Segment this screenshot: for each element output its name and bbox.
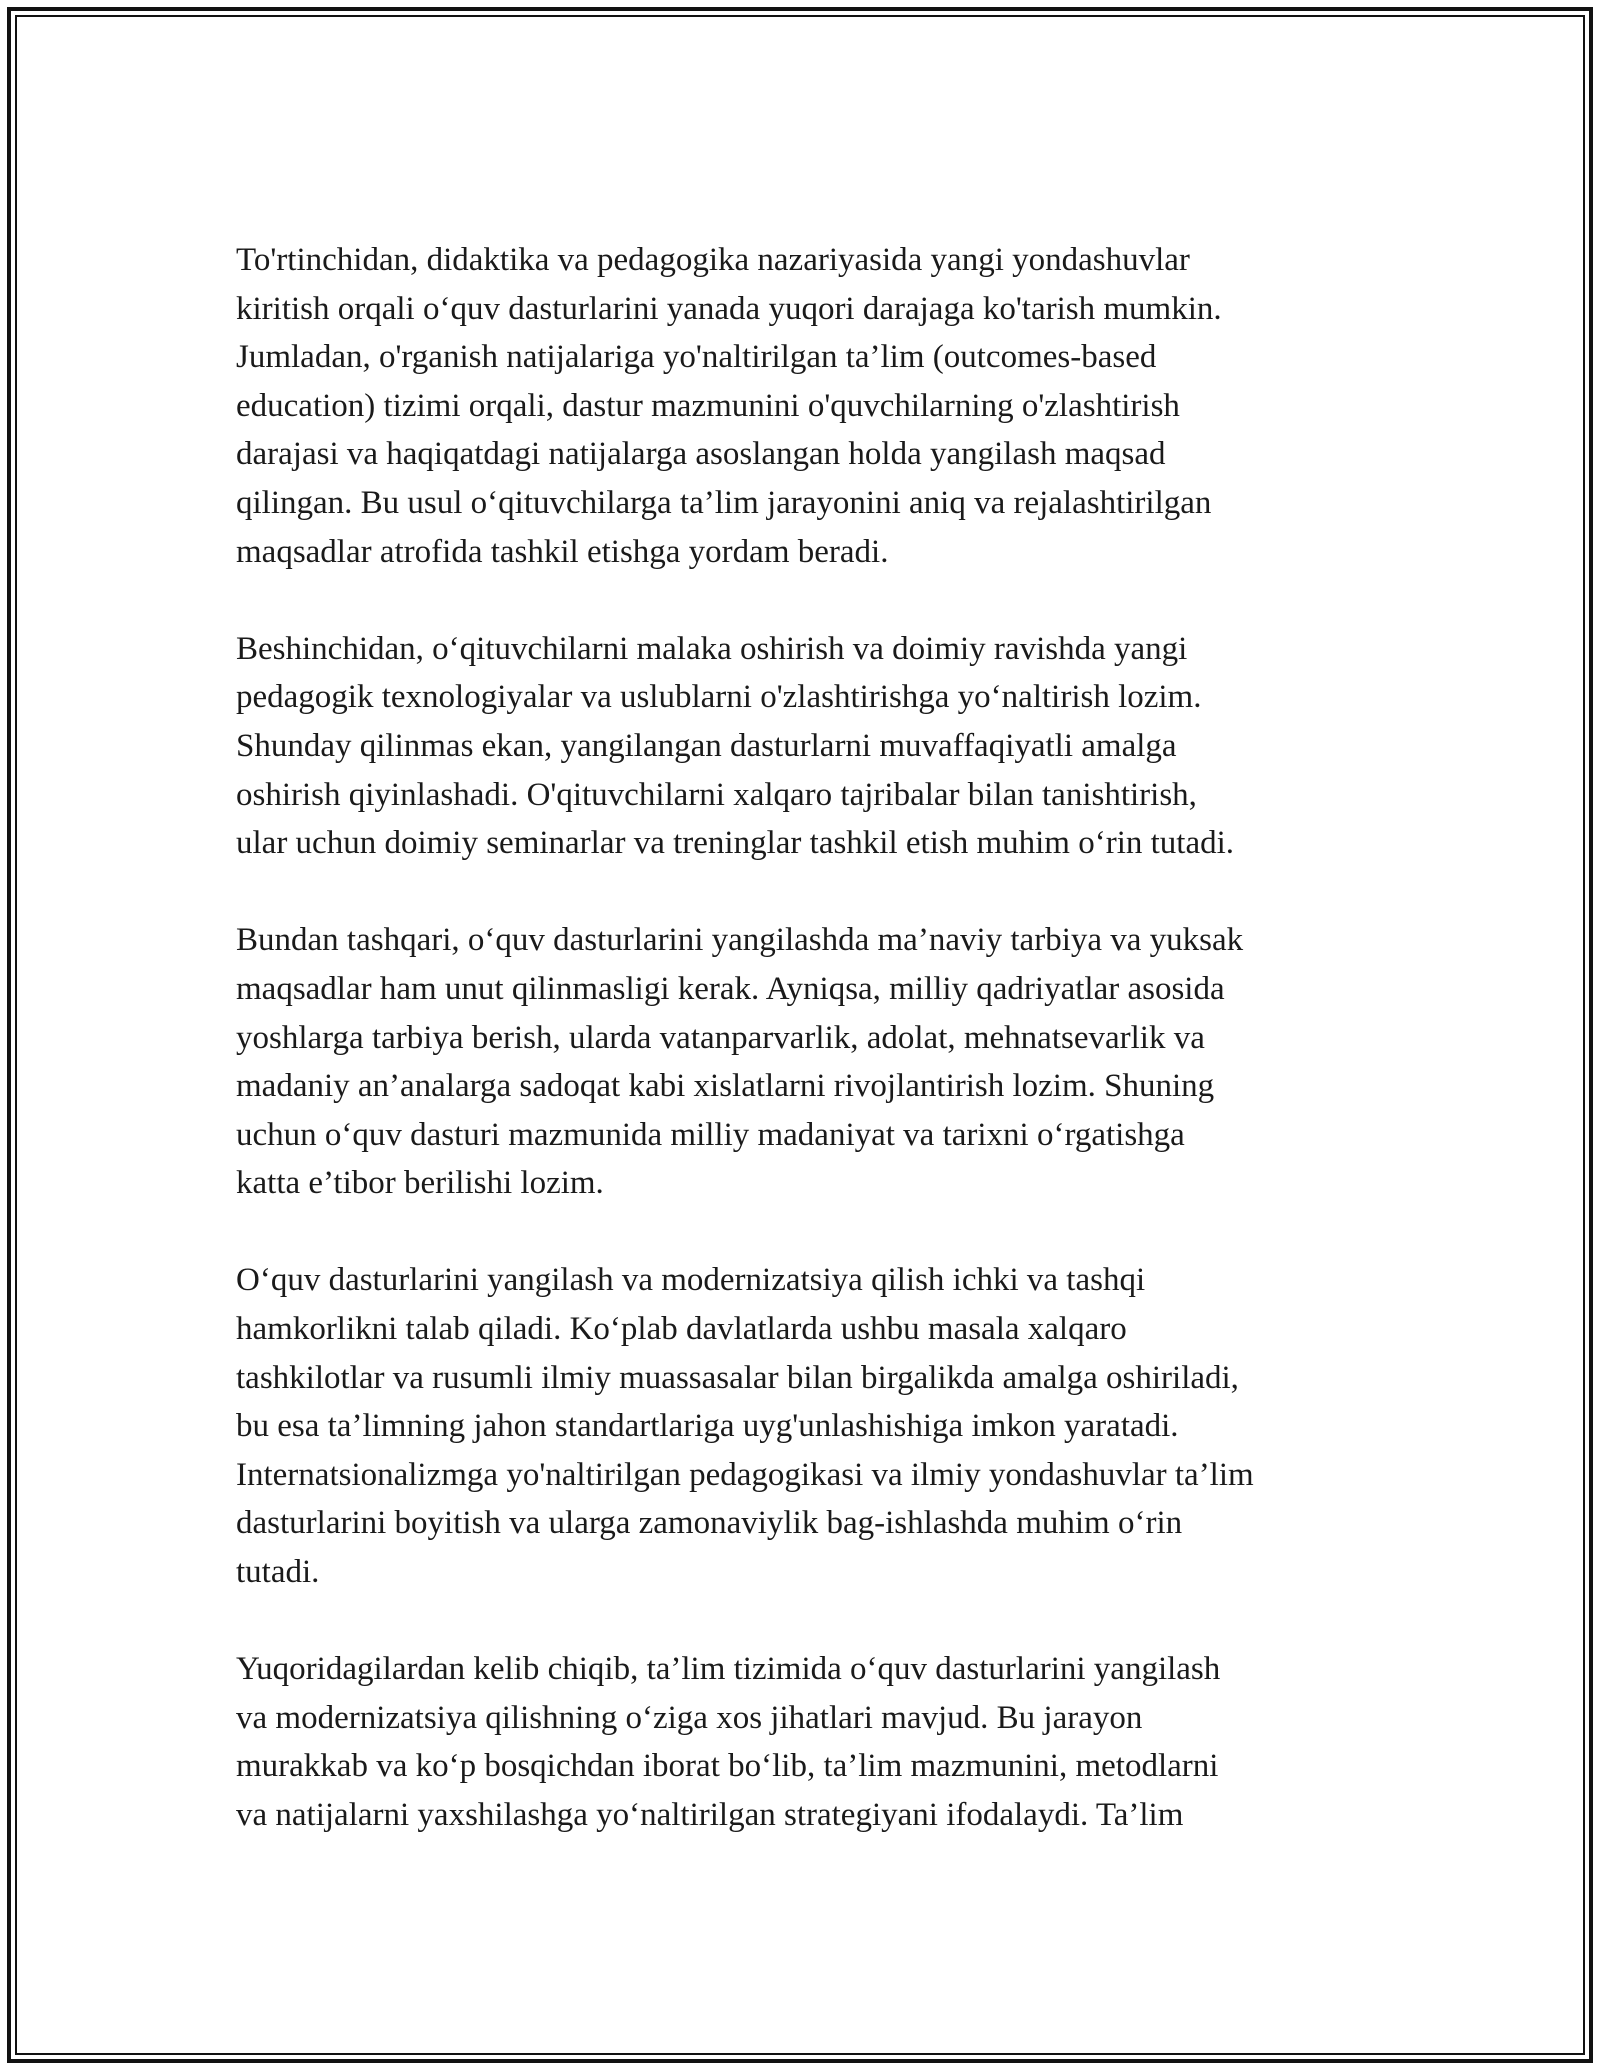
paragraph-5 [236,1645,1376,1839]
text-line: oshirish qiyinlashadi. O'qituvchilarni xalqaro tajribalar bilan tanishtirish, [236,776,1197,813]
text-line: To'rtinchidan, didaktika va pedagogika nazariyasida yangi yondashuvlar [236,242,1190,278]
text-line: qilingan. Bu usul o‘qituvchilarga ta’lim jarayonini aniq va rejalashtirilgan [236,484,1212,521]
document-body [236,236,1376,1888]
text-line: kiritish orqali o‘quv dasturlarini yanada yuqori darajaga ko'tarish mumkin. [236,290,1222,327]
paragraph-1 [236,236,1376,576]
text-line: katta e’tibor berilishi lozim. [236,1165,604,1202]
text-line: yoshlarga tarbiya berish, ularda vatanparvarlik, adolat, mehnatsevarlik va [236,1019,1205,1056]
text-line: Jumladan, o'rganish natijalariga yo'naltirilgan ta’lim (outcomes-based [236,339,1157,376]
text-line: maqsadlar atrofida tashkil etishga yordam beradi. [236,533,889,570]
text-line: Bundan tashqari, o‘quv dasturlarini yangilashda ma’naviy tarbiya va yuksak [236,922,1244,959]
text-line: pedagogik texnologiyalar va uslublarni o'zlashtirishga yo‘naltirish lozim. [236,679,1202,716]
text-line: Shunday qilinmas ekan, yangilangan dasturlarni muvaffaqiyatli amalga [236,727,1177,764]
text-line: dasturlarini boyitish va ularga zamonaviylik bag-ishlashda muhim o‘rin [236,1505,1183,1542]
text-line: ular uchun doimiy seminarlar va treninglar tashkil etish muhim o‘rin tutadi. [236,825,1235,862]
text-line: Beshinchidan, o‘qituvchilarni malaka oshirish va doimiy ravishda yangi [236,630,1188,667]
text-line: maqsadlar ham unut qilinmasligi kerak. Ayniqsa, milliy qadriyatlar asosida [236,970,1225,1007]
text-line: education) tizimi orqali, dastur mazmunini o'quvchilarning o'zlashtirish [236,387,1180,424]
text-line: O‘quv dasturlarini yangilash va modernizatsiya qilish ichki va tashqi [236,1262,1146,1299]
text-line: hamkorlikni talab qiladi. Ko‘plab davlatlarda ushbu masala xalqaro [236,1311,1127,1348]
text-line: tashkilotlar va rusumli ilmiy muassasalar bilan birgalikda amalga oshiriladi, [236,1359,1239,1396]
paragraph-2 [236,625,1376,868]
text-line: Internatsionalizmga yo'naltirilgan pedagogikasi va ilmiy yondashuvlar ta’lim [236,1456,1254,1493]
text-line: murakkab va ko‘p bosqichdan iborat bo‘lib, ta’lim mazmunini, metodlarni [236,1748,1219,1785]
text-line: bu esa ta’limning jahon standartlariga uyg'unlashishiga imkon yaratadi. [236,1408,1179,1445]
text-line: va natijalarni yaxshilashga yo‘naltirilgan strategiyani ifodalaydi. Ta’lim [236,1797,1184,1833]
text-line: va modernizatsiya qilishning o‘ziga xos jihatlari mavjud. Bu jarayon [236,1699,1143,1736]
text-line: Yuqoridagilardan kelib chiqib, ta’lim tizimida o‘quv dasturlarini yangilash [236,1651,1221,1688]
paragraph-4 [236,1256,1376,1596]
text-line: uchun o‘quv dasturi mazmunida milliy madaniyat va tarixni o‘rgatishga [236,1116,1185,1153]
paragraph-3 [236,916,1376,1208]
text-line: darajasi va haqiqatdagi natijalarga asoslangan holda yangilash maqsad [236,436,1166,473]
text-line: tutadi. [236,1554,320,1591]
text-line: madaniy an’analarga sadoqat kabi xislatlarni rivojlantirish lozim. Shuning [236,1068,1215,1105]
